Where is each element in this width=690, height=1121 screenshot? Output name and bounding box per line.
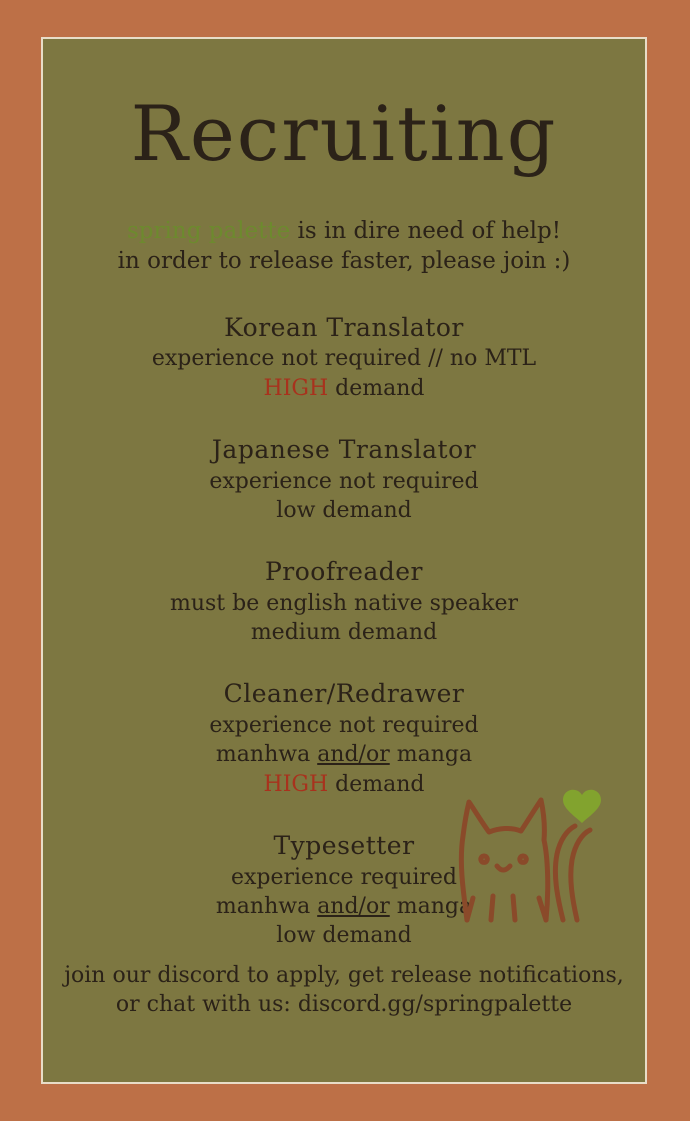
- media-prefix: manhwa: [215, 742, 318, 768]
- role-title: Korean Translator: [224, 312, 464, 342]
- page-title: Recruiting: [130, 89, 558, 178]
- role-detail: experience required: [230, 864, 458, 890]
- footer-text: [43, 961, 645, 1020]
- media-prefix: manhwa: [215, 893, 318, 919]
- role-demand: [43, 770, 645, 799]
- role-typesetter: [43, 829, 645, 951]
- poster-content: [43, 39, 645, 1082]
- intro-line-1-rest: is in dire need of help!: [290, 217, 561, 244]
- footer-line-1: join our discord to apply, get release notifications,: [64, 962, 624, 988]
- poster-card: [41, 37, 647, 1084]
- demand-suffix: demand: [328, 771, 425, 797]
- media-conjunction: and/or: [317, 742, 390, 768]
- media-suffix: manga: [389, 893, 473, 919]
- role-title: Proofreader: [264, 557, 424, 587]
- role-proofreader: [43, 555, 645, 647]
- media-conjunction: and/or: [317, 893, 390, 919]
- role-demand: low demand: [276, 923, 412, 949]
- role-demand: low demand: [276, 497, 412, 523]
- demand-suffix: demand: [328, 375, 425, 401]
- role-detail-media: [43, 892, 645, 921]
- media-suffix: manga: [389, 742, 473, 768]
- role-detail: experience not required // no MTL: [151, 346, 537, 372]
- role-detail-media: [43, 740, 645, 769]
- footer-line-2: or chat with us: discord.gg/springpalette: [115, 992, 573, 1018]
- role-detail: experience not required: [209, 468, 479, 494]
- intro-line-2: in order to release faster, please join :): [117, 248, 571, 275]
- role-cleaner-redrawer: [43, 677, 645, 799]
- role-demand: medium demand: [250, 620, 438, 646]
- role-detail: experience not required: [209, 713, 479, 739]
- role-title: Cleaner/Redrawer: [223, 679, 465, 709]
- role-title: Typesetter: [273, 830, 415, 860]
- demand-level: HIGH: [263, 771, 329, 797]
- role-japanese-translator: [43, 433, 645, 525]
- role-detail: must be english native speaker: [169, 590, 519, 616]
- brand-name: spring palette: [127, 217, 291, 244]
- role-korean-translator: [43, 311, 645, 403]
- intro-text: [43, 216, 645, 277]
- demand-level: HIGH: [263, 375, 329, 401]
- role-demand: [43, 374, 645, 403]
- intro-line-1: [43, 216, 645, 246]
- role-title: Japanese Translator: [211, 434, 477, 464]
